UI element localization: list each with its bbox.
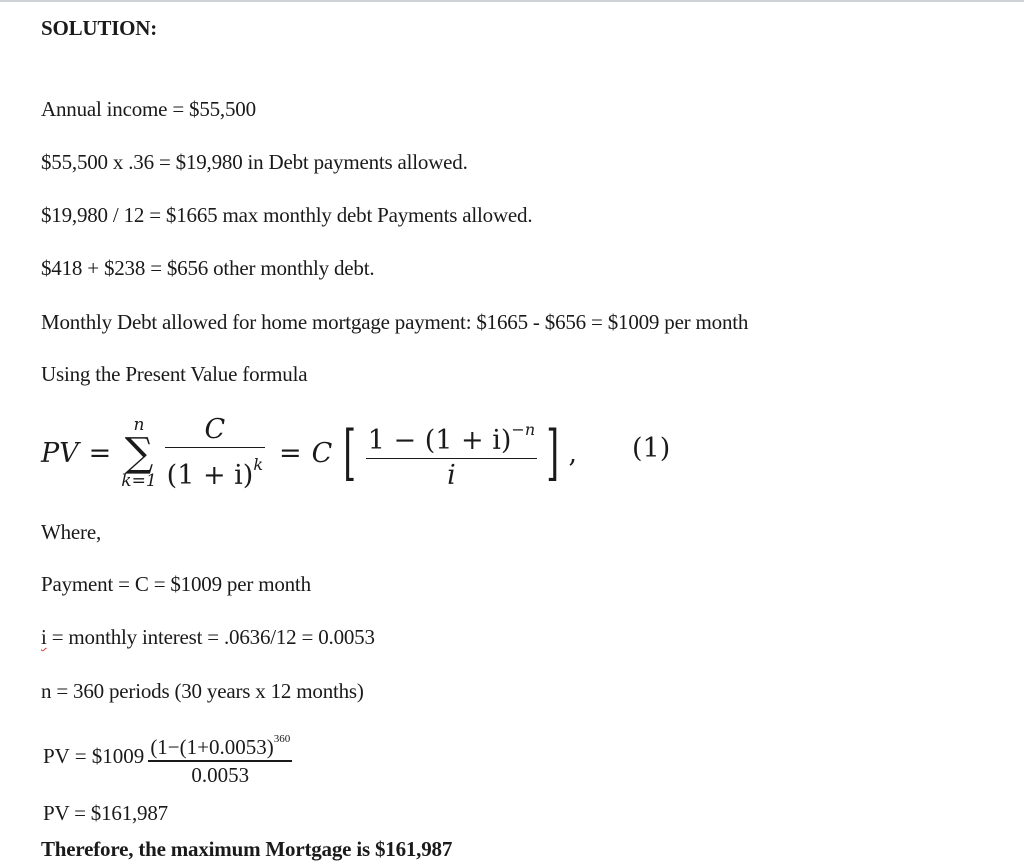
summand-denominator: $(1 + i)^k$ xyxy=(166,455,264,492)
formula-lhs: PV xyxy=(41,437,79,469)
present-value-formula xyxy=(41,408,577,498)
equals-sign: = xyxy=(88,437,112,469)
calc-denominator: 0.0053 xyxy=(191,762,250,787)
monthly-max-debt-line: $19,980 / 12 = $1665 max monthly debt Payments allowed. xyxy=(41,203,533,227)
sum-lower-limit: k=1 xyxy=(121,471,157,491)
debt-allowed-line: $55,500 x .36 = $19,980 in Debt payments allowed. xyxy=(41,150,468,174)
annuity-numerator: $1 - (1 + i)^{-n}$ xyxy=(367,419,536,456)
payment-definition: Payment = C = $1009 per month xyxy=(41,572,311,596)
annuity-fraction xyxy=(366,413,537,494)
right-bracket: ] xyxy=(546,418,560,488)
conclusion: Therefore, the maximum Mortgage is $161,987 xyxy=(41,837,453,861)
equation-number: (1) xyxy=(632,433,671,464)
calc-fraction xyxy=(148,726,292,788)
annuity-denominator: i xyxy=(447,460,456,492)
solution-heading: SOLUTION: xyxy=(41,16,158,40)
formula-comma: , xyxy=(568,437,578,469)
summand-numerator: C xyxy=(204,413,226,445)
annual-income-line: Annual income = $55,500 xyxy=(41,97,256,121)
summation xyxy=(121,416,156,490)
sigma-icon: ∑ xyxy=(124,430,154,476)
top-border xyxy=(0,0,1024,2)
present-value-intro-line: Using the Present Value formula xyxy=(41,362,308,386)
other-debt-line: $418 + $238 = $656 other monthly debt. xyxy=(41,256,375,280)
pv-calculation xyxy=(43,726,296,788)
mortgage-payment-line: Monthly Debt allowed for home mortgage payment: $1665 - $656 = $1009 per month xyxy=(41,310,749,334)
pv-result: PV = $161,987 xyxy=(43,801,168,825)
where-label: Where, xyxy=(41,520,102,544)
rhs-coefficient: C xyxy=(311,437,333,469)
calc-lhs: PV = $1009 xyxy=(43,744,145,769)
periods-definition: n = 360 periods (30 years x 12 months) xyxy=(41,679,364,703)
interest-definition: i = monthly interest = .0636/12 = 0.0053 xyxy=(41,625,375,649)
sum-upper-limit: n xyxy=(133,415,145,435)
left-bracket: [ xyxy=(343,418,357,488)
equals-sign-2: = xyxy=(279,437,302,469)
calc-numerator: ($1-(1+0.0053)^{360}$ xyxy=(150,733,291,759)
summand-fraction xyxy=(165,413,265,494)
interest-variable: i xyxy=(41,625,47,649)
